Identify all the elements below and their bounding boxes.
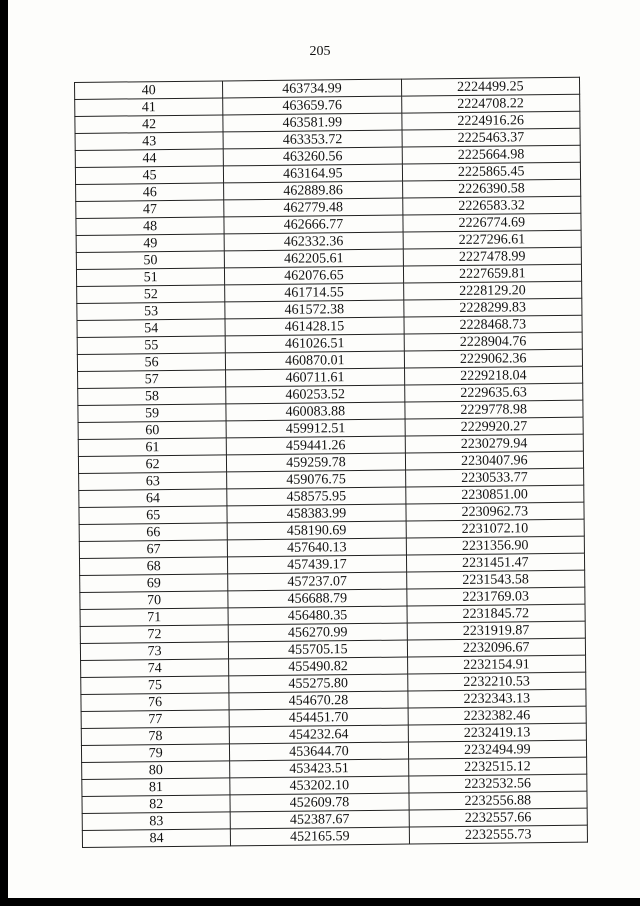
x-coordinate-cell: 458383.99 [227, 504, 406, 523]
y-coordinate-cell: 2224499.25 [401, 77, 580, 96]
point-number-cell: 81 [82, 778, 230, 797]
x-coordinate-cell: 458575.95 [227, 487, 406, 506]
point-number-cell: 64 [79, 489, 227, 508]
y-coordinate-cell: 2229778.98 [404, 400, 583, 419]
x-coordinate-cell: 453423.51 [230, 759, 409, 778]
point-number-cell: 71 [80, 608, 228, 627]
x-coordinate-cell: 461714.55 [225, 283, 404, 302]
point-number-cell: 65 [79, 506, 227, 525]
y-coordinate-cell: 2231845.72 [407, 604, 586, 623]
x-coordinate-cell: 462332.36 [224, 232, 403, 251]
x-coordinate-cell: 459912.51 [226, 419, 405, 438]
y-coordinate-cell: 2232532.56 [408, 774, 587, 793]
point-number-cell: 76 [81, 693, 229, 712]
x-coordinate-cell: 458190.69 [227, 521, 406, 540]
point-number-cell: 58 [78, 387, 226, 406]
y-coordinate-cell: 2230851.00 [405, 485, 584, 504]
y-coordinate-cell: 2232343.13 [407, 689, 586, 708]
point-number-cell: 49 [76, 234, 224, 253]
x-coordinate-cell: 453644.70 [230, 742, 409, 761]
point-number-cell: 82 [82, 795, 230, 814]
point-number-cell: 61 [78, 438, 226, 457]
point-number-cell: 67 [79, 540, 227, 559]
y-coordinate-cell: 2226583.32 [402, 196, 581, 215]
x-coordinate-cell: 459259.78 [227, 453, 406, 472]
x-coordinate-cell: 461026.51 [225, 334, 404, 353]
point-number-cell: 57 [78, 370, 226, 389]
point-number-cell: 45 [75, 166, 223, 185]
x-coordinate-cell: 454670.28 [229, 691, 408, 710]
y-coordinate-cell: 2232096.67 [407, 638, 586, 657]
x-coordinate-cell: 455705.15 [229, 640, 408, 659]
point-number-cell: 50 [76, 251, 224, 270]
x-coordinate-cell: 461428.15 [225, 317, 404, 336]
x-coordinate-cell: 456480.35 [228, 606, 407, 625]
x-coordinate-cell: 456270.99 [228, 623, 407, 642]
x-coordinate-cell: 462779.48 [224, 198, 403, 217]
y-coordinate-cell: 2224708.22 [401, 94, 580, 113]
point-number-cell: 78 [81, 727, 229, 746]
point-number-cell: 42 [75, 115, 223, 134]
x-coordinate-cell: 457439.17 [228, 555, 407, 574]
x-coordinate-cell: 461572.38 [225, 300, 404, 319]
y-coordinate-cell: 2229218.04 [404, 366, 583, 385]
y-coordinate-cell: 2229635.63 [404, 383, 583, 402]
x-coordinate-cell: 452609.78 [230, 793, 409, 812]
y-coordinate-cell: 2231543.58 [406, 570, 585, 589]
y-coordinate-cell: 2228468.73 [404, 315, 583, 334]
point-number-cell: 68 [79, 557, 227, 576]
x-coordinate-cell: 463659.76 [223, 96, 402, 115]
x-coordinate-cell: 463734.99 [223, 79, 402, 98]
point-number-cell: 60 [78, 421, 226, 440]
y-coordinate-cell: 2230962.73 [406, 502, 585, 521]
y-coordinate-cell: 2229920.27 [405, 417, 584, 436]
point-number-cell: 83 [82, 812, 230, 831]
point-number-cell: 54 [77, 319, 225, 338]
x-coordinate-cell: 460253.52 [226, 385, 405, 404]
coordinate-table-body [75, 77, 588, 847]
y-coordinate-cell: 2228299.83 [403, 298, 582, 317]
y-coordinate-cell: 2225463.37 [402, 128, 581, 147]
x-coordinate-cell: 459441.26 [226, 436, 405, 455]
point-number-cell: 41 [75, 98, 223, 117]
point-number-cell: 73 [80, 642, 228, 661]
y-coordinate-cell: 2228129.20 [403, 281, 582, 300]
y-coordinate-cell: 2224916.26 [401, 111, 580, 130]
point-number-cell: 43 [75, 132, 223, 151]
y-coordinate-cell: 2232556.88 [409, 791, 588, 810]
point-number-cell: 63 [79, 472, 227, 491]
point-number-cell: 46 [76, 183, 224, 202]
x-coordinate-cell: 452165.59 [231, 827, 410, 846]
x-coordinate-cell: 453202.10 [230, 776, 409, 795]
y-coordinate-cell: 2231451.47 [406, 553, 585, 572]
point-number-cell: 72 [80, 625, 228, 644]
scan-edge-bottom [0, 898, 640, 906]
y-coordinate-cell: 2229062.36 [404, 349, 583, 368]
point-number-cell: 55 [77, 336, 225, 355]
y-coordinate-cell: 2232154.91 [407, 655, 586, 674]
x-coordinate-cell: 454451.70 [229, 708, 408, 727]
y-coordinate-cell: 2232419.13 [408, 723, 587, 742]
coordinate-table [74, 77, 588, 848]
y-coordinate-cell: 2230407.96 [405, 451, 584, 470]
page-number: 205 [309, 44, 331, 59]
x-coordinate-cell: 455490.82 [229, 657, 408, 676]
x-coordinate-cell: 463164.95 [224, 164, 403, 183]
x-coordinate-cell: 462666.77 [224, 215, 403, 234]
x-coordinate-cell: 462889.86 [224, 181, 403, 200]
y-coordinate-cell: 2231769.03 [406, 587, 585, 606]
y-coordinate-cell: 2230533.77 [405, 468, 584, 487]
point-number-cell: 69 [80, 574, 228, 593]
y-coordinate-cell: 2228904.76 [404, 332, 583, 351]
x-coordinate-cell: 455275.80 [229, 674, 408, 693]
y-coordinate-cell: 2226774.69 [403, 213, 582, 232]
x-coordinate-cell: 460083.88 [226, 402, 405, 421]
x-coordinate-cell: 463260.56 [223, 147, 402, 166]
x-coordinate-cell: 460870.01 [226, 351, 405, 370]
point-number-cell: 84 [82, 829, 230, 848]
y-coordinate-cell: 2226390.58 [402, 179, 581, 198]
y-coordinate-cell: 2231072.10 [406, 519, 585, 538]
y-coordinate-cell: 2232494.99 [408, 740, 587, 759]
y-coordinate-cell: 2230279.94 [405, 434, 584, 453]
y-coordinate-cell: 2225664.98 [402, 145, 581, 164]
y-coordinate-cell: 2232515.12 [408, 757, 587, 776]
point-number-cell: 48 [76, 217, 224, 236]
point-number-cell: 47 [76, 200, 224, 219]
point-number-cell: 75 [81, 676, 229, 695]
x-coordinate-cell: 462076.65 [225, 266, 404, 285]
x-coordinate-cell: 460711.61 [226, 368, 405, 387]
point-number-cell: 53 [77, 302, 225, 321]
x-coordinate-cell: 456688.79 [228, 589, 407, 608]
point-number-cell: 56 [77, 353, 225, 372]
y-coordinate-cell: 2231356.90 [406, 536, 585, 555]
x-coordinate-cell: 462205.61 [225, 249, 404, 268]
point-number-cell: 40 [75, 81, 223, 100]
y-coordinate-cell: 2232210.53 [407, 672, 586, 691]
x-coordinate-cell: 459076.75 [227, 470, 406, 489]
x-coordinate-cell: 452387.67 [230, 810, 409, 829]
point-number-cell: 66 [79, 523, 227, 542]
y-coordinate-cell: 2227478.99 [403, 247, 582, 266]
y-coordinate-cell: 2232555.73 [409, 825, 588, 844]
point-number-cell: 70 [80, 591, 228, 610]
scan-edge-left [0, 0, 8, 906]
point-number-cell: 59 [78, 404, 226, 423]
point-number-cell: 77 [81, 710, 229, 729]
y-coordinate-cell: 2225865.45 [402, 162, 581, 181]
y-coordinate-cell: 2231919.87 [407, 621, 586, 640]
coordinate-table-container [74, 77, 588, 848]
y-coordinate-cell: 2232557.66 [409, 808, 588, 827]
y-coordinate-cell: 2232382.46 [408, 706, 587, 725]
point-number-cell: 52 [77, 285, 225, 304]
point-number-cell: 79 [81, 744, 229, 763]
y-coordinate-cell: 2227659.81 [403, 264, 582, 283]
x-coordinate-cell: 463353.72 [223, 130, 402, 149]
y-coordinate-cell: 2227296.61 [403, 230, 582, 249]
x-coordinate-cell: 457640.13 [228, 538, 407, 557]
x-coordinate-cell: 454232.64 [230, 725, 409, 744]
point-number-cell: 62 [78, 455, 226, 474]
point-number-cell: 51 [76, 268, 224, 287]
point-number-cell: 74 [81, 659, 229, 678]
point-number-cell: 80 [82, 761, 230, 780]
x-coordinate-cell: 457237.07 [228, 572, 407, 591]
point-number-cell: 44 [75, 149, 223, 168]
x-coordinate-cell: 463581.99 [223, 113, 402, 132]
